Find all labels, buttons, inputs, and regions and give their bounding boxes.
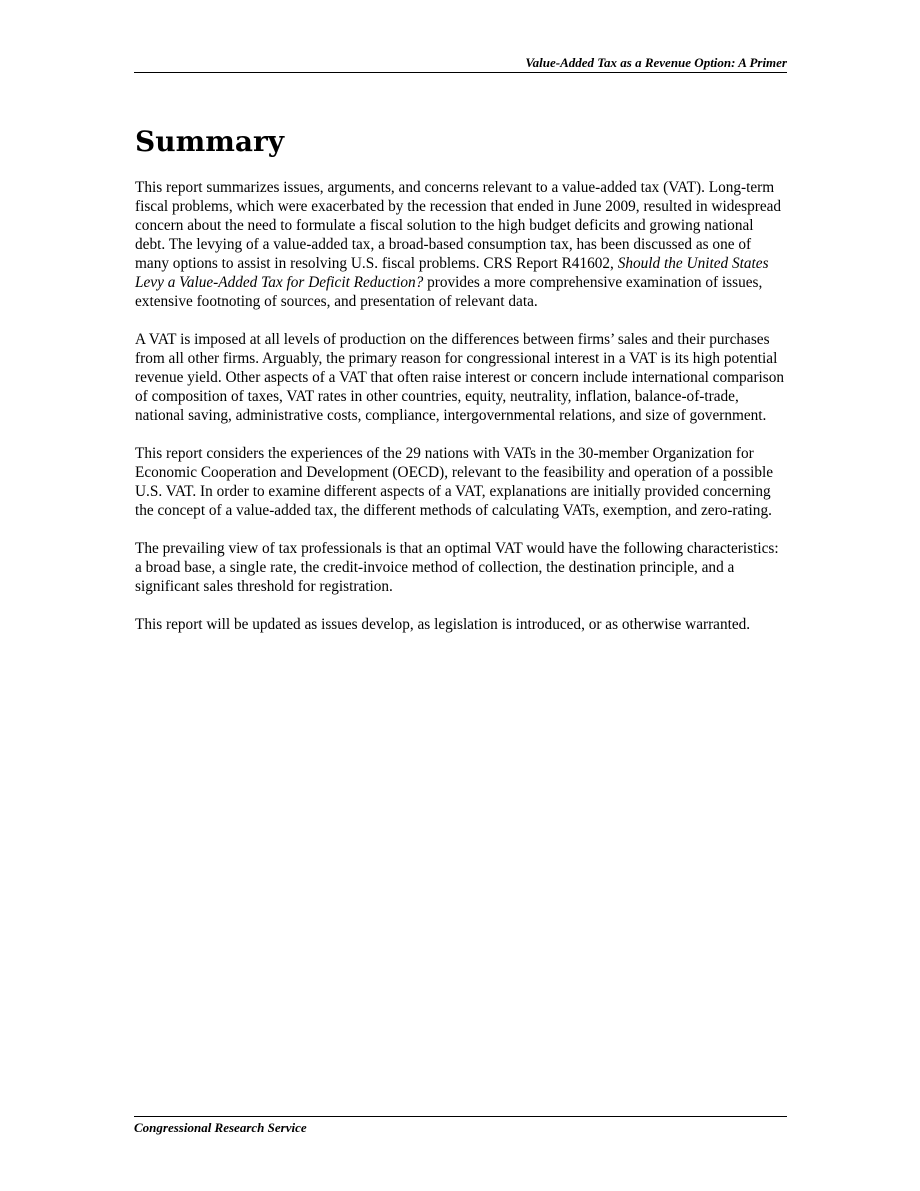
paragraph-5: This report will be updated as issues develop, as legislation is introduced, or as otherwise warranted.: [135, 616, 751, 633]
paragraph-1-part-a: This report summarizes issues, arguments, and concerns relevant to a value-added tax (VAT). Long-term fiscal problems, which were exacerbated by the recession that ended in June 2009, resulted in widespread concern about the need to formulate a fiscal solution to the high budget deficits and growing national debt. The levying of a value-added tax, a broad-based consumption tax, has been discussed as one of many options to assist in resolving U.S. fiscal problems. CRS Report R41602,: [135, 179, 782, 272]
summary-body: [135, 178, 787, 653]
cited-report-title: Should the United States Levy a Value-Added Tax for Deficit Reduction?: [135, 255, 769, 291]
running-footer: [134, 1116, 787, 1135]
paragraph-1-part-b: provides a more comprehensive examination of issues, extensive footnoting of sources, and presentation of relevant data.: [135, 274, 763, 310]
running-header: [134, 56, 787, 73]
paragraph-4: The prevailing view of tax professionals is that an optimal VAT would have the following characteristics: a broad base, a single rate, the credit-invoice method of collection, the destination principle, and a significant sales threshold for registration.: [135, 540, 779, 595]
paragraph-2: A VAT is imposed at all levels of production on the differences between firms’ sales and their purchases from all other firms. Arguably, the primary reason for congressional interest in a VAT is its high potential revenue yield. Other aspects of a VAT that often raise interest or concern include international comparison of composition of taxes, VAT rates in other countries, equity, neutrality, inflation, balance-of-trade, national saving, administrative costs, compliance, intergovernmental relations, and size of government.: [135, 331, 785, 424]
footer-organization: Congressional Research Service: [134, 1120, 307, 1135]
paragraph-1: [135, 178, 787, 311]
running-header-title: Value-Added Tax as a Revenue Option: A Primer: [525, 55, 787, 70]
section-title: Summary: [135, 125, 284, 158]
paragraph-3: This report considers the experiences of the 29 nations with VATs in the 30-member Organization for Economic Cooperation and Development (OECD), relevant to the feasibility and operation of a possible U.S. VAT. In order to examine different aspects of a VAT, explanations are initially provided concerning the concept of a value-added tax, the different methods of calculating VATs, exemption, and zero-rating.: [135, 445, 774, 519]
